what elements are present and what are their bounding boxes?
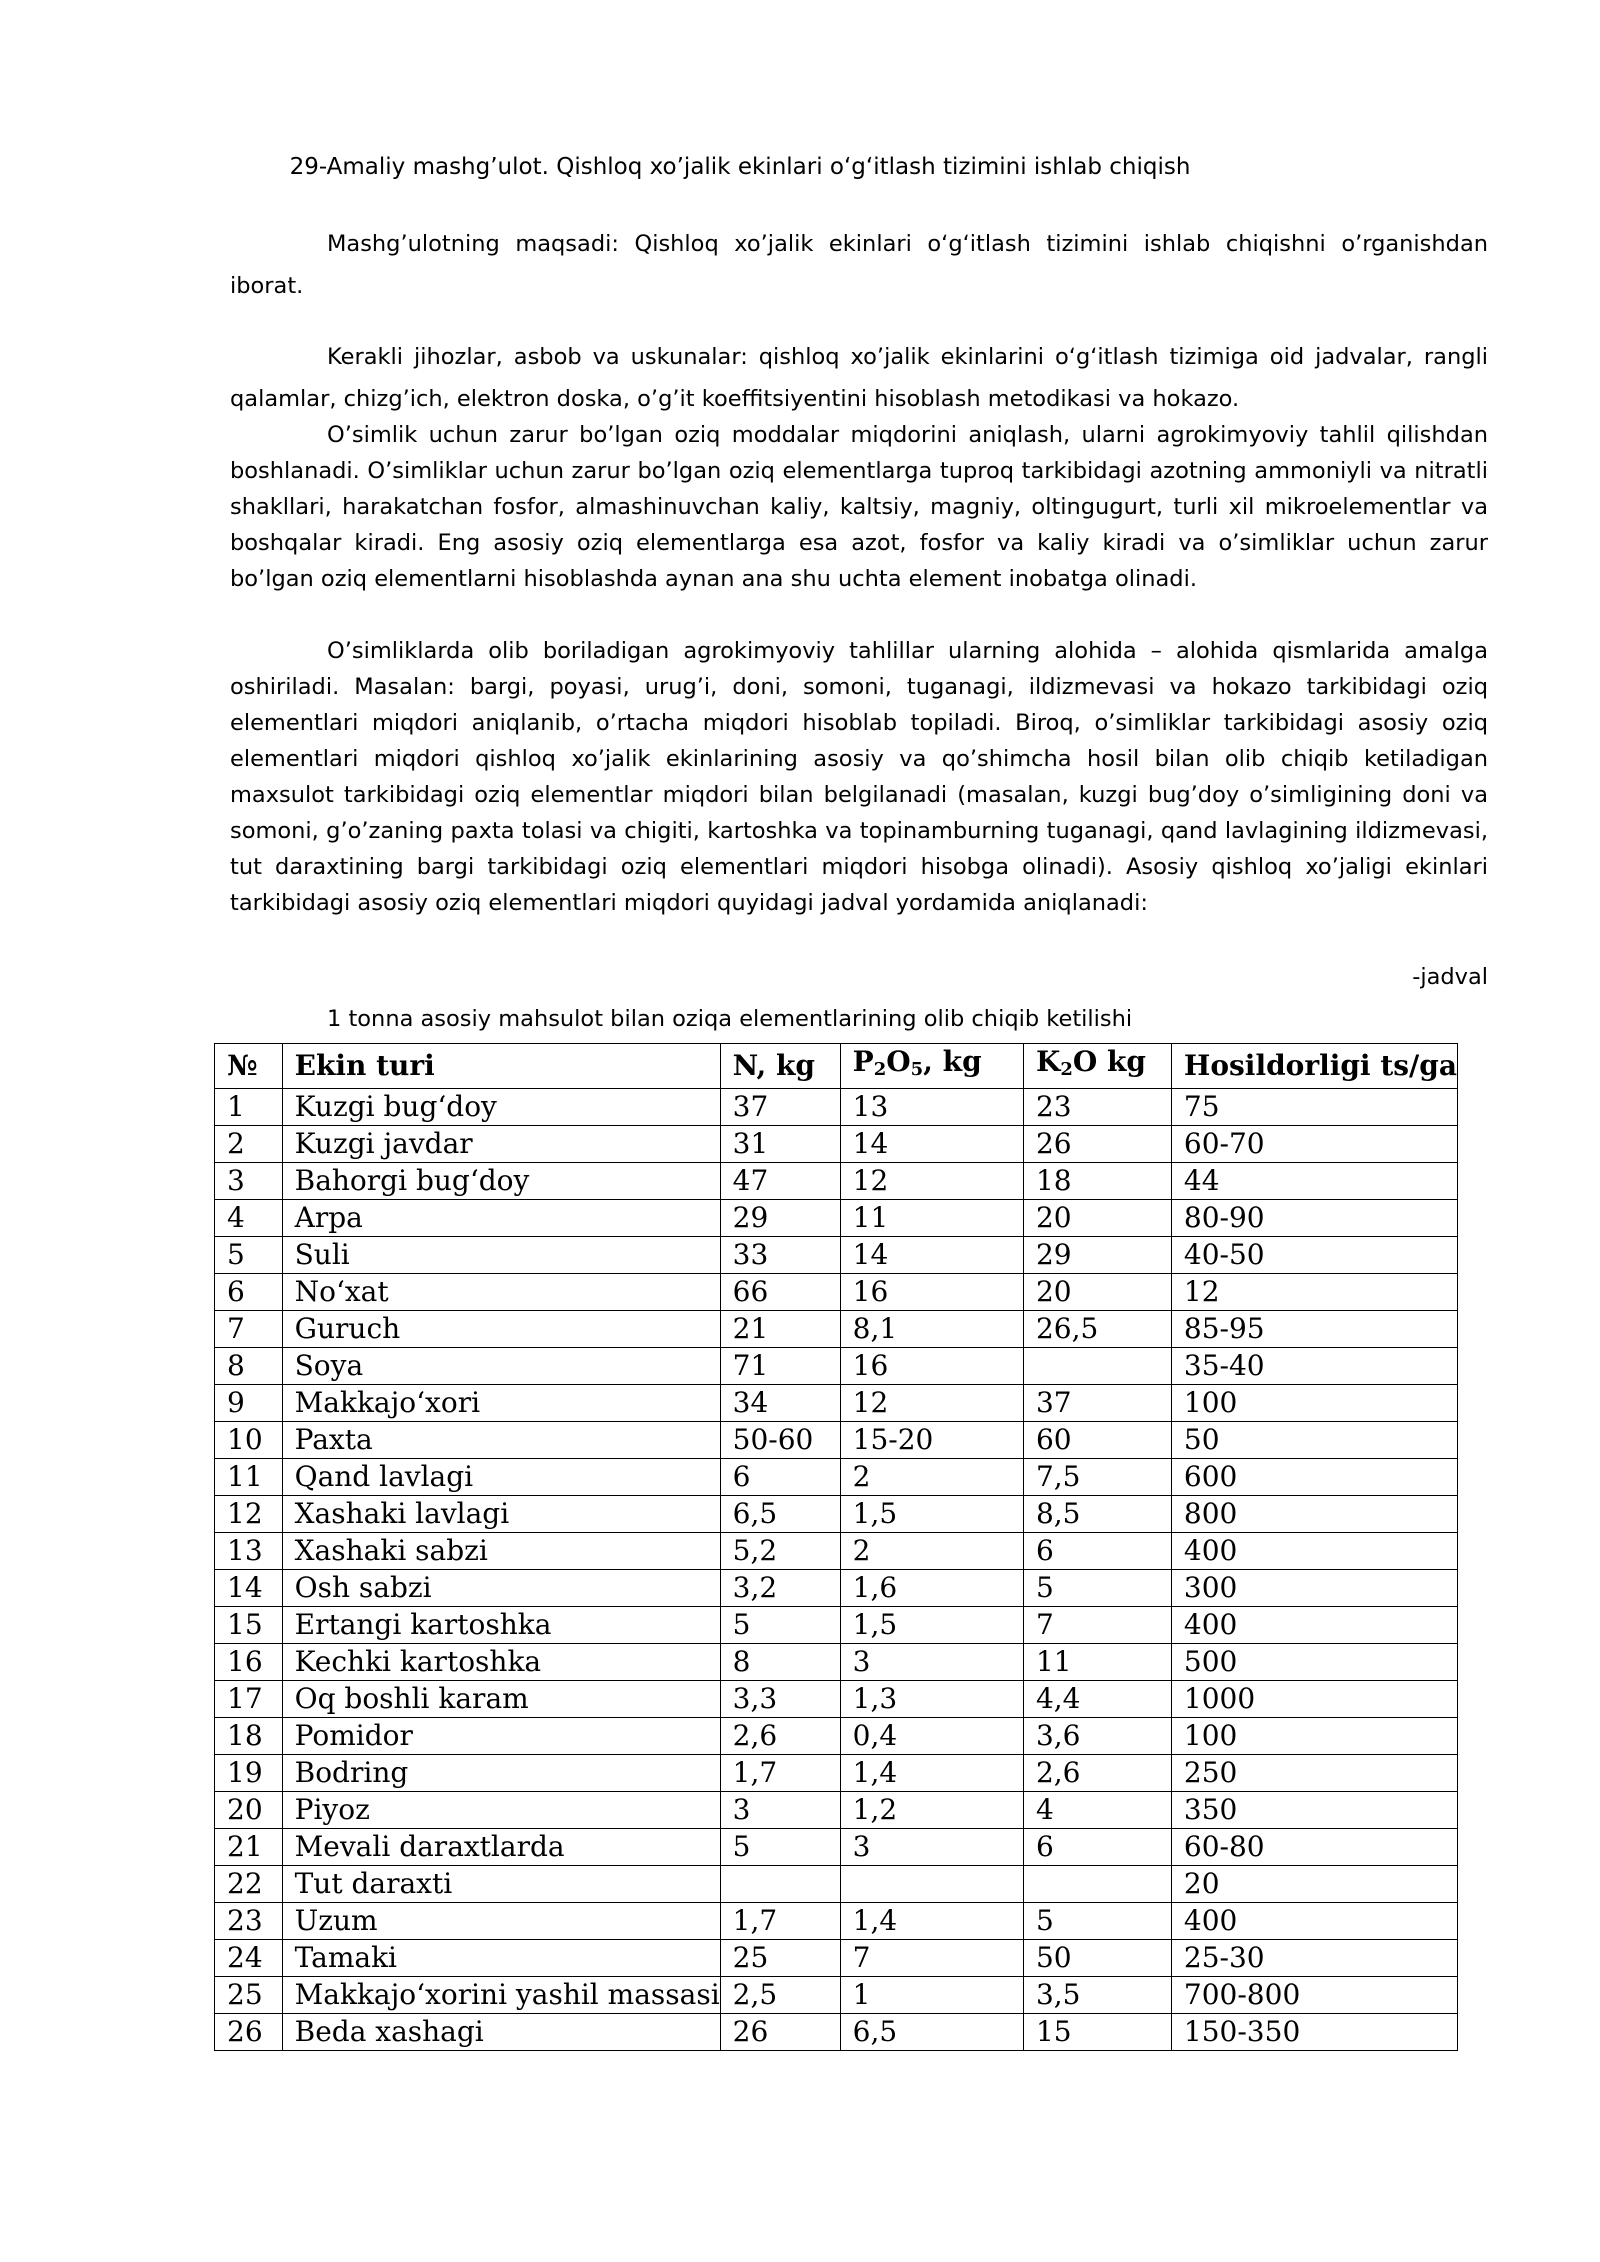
cell-number: 10 [215,1422,283,1459]
cell-nitrogen: 6 [720,1459,840,1496]
cell-potassium: 20 [1023,1200,1171,1237]
cell-phosphorus: 1,4 [840,1903,1023,1940]
cell-potassium [1023,1866,1171,1903]
table-row [215,1903,1458,1940]
cell-crop: Ertangi kartoshka [282,1607,720,1644]
table-row [215,1607,1458,1644]
cell-nitrogen: 34 [720,1385,840,1422]
cell-crop: Bahorgi bugʻdoy [282,1163,720,1200]
cell-number: 9 [215,1385,283,1422]
table-row [215,1977,1458,2014]
cell-number: 24 [215,1940,283,1977]
cell-nitrogen: 47 [720,1163,840,1200]
cell-nitrogen: 8 [720,1644,840,1681]
table-row [215,1385,1458,1422]
cell-crop: Bodring [282,1755,720,1792]
cell-crop: Xashaki lavlagi [282,1496,720,1533]
header-crop: Ekin turi [282,1044,720,1089]
cell-nitrogen: 3 [720,1792,840,1829]
table-row [215,1792,1458,1829]
cell-nitrogen: 21 [720,1311,840,1348]
paragraph-equipment: Kerakli jihozlar, asbob va uskunalar: qishloq xo’jalik ekinlarini oʻgʻitlash tizimiga oid jadvalar, rangli qalamlar, chizg’ich, elektron doska, o’g’it koeffitsiyentini hisoblash metodikasi va hokazo. [230,344,1488,412]
cell-number: 18 [215,1718,283,1755]
cell-phosphorus [840,1866,1023,1903]
cell-yield: 12 [1171,1274,1457,1311]
cell-crop: Uzum [282,1903,720,1940]
cell-nitrogen: 5,2 [720,1533,840,1570]
cell-number: 15 [215,1607,283,1644]
cell-potassium: 5 [1023,1570,1171,1607]
cell-nitrogen: 33 [720,1237,840,1274]
table-header-row [215,1044,1458,1089]
cell-crop: Osh sabzi [282,1570,720,1607]
cell-nitrogen: 37 [720,1089,840,1126]
cell-crop: Guruch [282,1311,720,1348]
table-row [215,1755,1458,1792]
cell-potassium [1023,1348,1171,1385]
cell-potassium: 20 [1023,1274,1171,1311]
cell-phosphorus: 14 [840,1237,1023,1274]
table-row [215,1459,1458,1496]
table-row [215,1940,1458,1977]
cell-yield: 1000 [1171,1681,1457,1718]
cell-crop: Kechki kartoshka [282,1644,720,1681]
cell-yield: 250 [1171,1755,1457,1792]
table-row [215,1311,1458,1348]
cell-phosphorus: 7 [840,1940,1023,1977]
cell-yield: 44 [1171,1163,1457,1200]
cell-yield: 75 [1171,1089,1457,1126]
table-number-note: -jadval [1412,964,1488,990]
table-row [215,1200,1458,1237]
cell-number: 7 [215,1311,283,1348]
cell-number: 12 [215,1496,283,1533]
table-caption: 1 tonna asosiy mahsulot bilan oziqa elementlarining olib chiqib ketilishi [327,1006,1133,1032]
cell-number: 5 [215,1237,283,1274]
cell-yield: 100 [1171,1718,1457,1755]
cell-crop: Beda xashagi [282,2014,720,2051]
cell-phosphorus: 1 [840,1977,1023,2014]
cell-phosphorus: 15-20 [840,1422,1023,1459]
cell-nitrogen: 5 [720,1607,840,1644]
table-row [215,1570,1458,1607]
cell-potassium: 3,6 [1023,1718,1171,1755]
table-row [215,1163,1458,1200]
table-row [215,1866,1458,1903]
cell-crop: Suli [282,1237,720,1274]
table-body [215,1089,1458,2051]
cell-nitrogen: 2,5 [720,1977,840,2014]
table-row [215,1126,1458,1163]
cell-crop: Makkajoʻxori [282,1385,720,1422]
cell-nitrogen: 6,5 [720,1496,840,1533]
cell-number: 8 [215,1348,283,1385]
cell-phosphorus: 0,4 [840,1718,1023,1755]
table-row [215,1681,1458,1718]
cell-phosphorus: 11 [840,1200,1023,1237]
cell-yield: 20 [1171,1866,1457,1903]
cell-crop: Arpa [282,1200,720,1237]
cell-yield: 300 [1171,1570,1457,1607]
cell-number: 1 [215,1089,283,1126]
cell-phosphorus: 1,3 [840,1681,1023,1718]
cell-number: 14 [215,1570,283,1607]
header-phosphorus: $P_2O_5$, kg [840,1044,1023,1089]
table-row [215,1496,1458,1533]
cell-nitrogen [720,1866,840,1903]
cell-yield: 100 [1171,1385,1457,1422]
table-row [215,1718,1458,1755]
cell-yield: 150-350 [1171,2014,1457,2051]
cell-yield: 35-40 [1171,1348,1457,1385]
cell-yield: 400 [1171,1903,1457,1940]
cell-crop: Noʻxat [282,1274,720,1311]
cell-yield: 800 [1171,1496,1457,1533]
cell-yield: 40-50 [1171,1237,1457,1274]
cell-nitrogen: 50-60 [720,1422,840,1459]
table-row [215,1829,1458,1866]
paragraph-analysis: O’simliklarda olib boriladigan agrokimyoviy tahlillar ularning alohida – alohida qismlarida amalga oshiriladi. Masalan: bargi, poyasi, urug’i, doni, somoni, tuganagi, ildizmevasi va hokazo tarkibidagi oziq elementlari miqdori aniqlanib, o’rtacha miqdori hisoblab topiladi. Biroq, o’simliklar tarkibidagi asosiy oziq elementlari miqdori qishloq xo’jalik ekinlarining asosiy va qo’shimcha hosil bilan olib chiqib ketiladigan maxsulot tarkibidagi oziq elementlar miqdori bilan belgilanadi (masalan, kuzgi bug’doy o’simligining doni va somoni, g’o’zaning paxta tolasi va chigiti, kartoshka va topinamburning tuganagi, qand lavlagining ildizmevasi, tut daraxtining bargi tarkibidagi oziq elementlari miqdori hisobga olinadi). Asosiy qishloq xo’jaligi ekinlari tarkibidagi asosiy oziq elementlari miqdori quyidagi jadval yordamida aniqlanadi: [230,638,1488,916]
cell-nitrogen: 26 [720,2014,840,2051]
header-nitrogen: N, kg [720,1044,840,1089]
cell-crop: Paxta [282,1422,720,1459]
cell-number: 3 [215,1163,283,1200]
cell-phosphorus: 12 [840,1163,1023,1200]
cell-phosphorus: 8,1 [840,1311,1023,1348]
cell-yield: 500 [1171,1644,1457,1681]
cell-number: 25 [215,1977,283,2014]
cell-phosphorus: 16 [840,1348,1023,1385]
cell-potassium: 7 [1023,1607,1171,1644]
cell-nitrogen: 66 [720,1274,840,1311]
cell-yield: 60-80 [1171,1829,1457,1866]
cell-number: 13 [215,1533,283,1570]
cell-yield: 60-70 [1171,1126,1457,1163]
table-row [215,1348,1458,1385]
cell-yield: 85-95 [1171,1311,1457,1348]
table-row [215,1533,1458,1570]
cell-potassium: 60 [1023,1422,1171,1459]
cell-potassium: 50 [1023,1940,1171,1977]
cell-crop: Kuzgi bugʻdoy [282,1089,720,1126]
cell-crop: Oq boshli karam [282,1681,720,1718]
cell-number: 16 [215,1644,283,1681]
table-row [215,1644,1458,1681]
cell-nitrogen: 31 [720,1126,840,1163]
cell-phosphorus: 1,2 [840,1792,1023,1829]
header-number: № [215,1044,283,1089]
cell-nitrogen: 3,2 [720,1570,840,1607]
cell-potassium: 3,5 [1023,1977,1171,2014]
cell-phosphorus: 1,4 [840,1755,1023,1792]
cell-potassium: 4,4 [1023,1681,1171,1718]
cell-number: 26 [215,2014,283,2051]
cell-potassium: 11 [1023,1644,1171,1681]
cell-phosphorus: 1,6 [840,1570,1023,1607]
cell-yield: 50 [1171,1422,1457,1459]
cell-yield: 400 [1171,1533,1457,1570]
cell-nitrogen: 25 [720,1940,840,1977]
cell-nitrogen: 1,7 [720,1755,840,1792]
cell-phosphorus: 16 [840,1274,1023,1311]
cell-potassium: 5 [1023,1903,1171,1940]
cell-crop: Makkajoʻxorini yashil massasi [282,1977,720,2014]
table-row [215,1237,1458,1274]
cell-crop: Kuzgi javdar [282,1126,720,1163]
cell-potassium: 7,5 [1023,1459,1171,1496]
cell-nitrogen: 5 [720,1829,840,1866]
cell-phosphorus: 6,5 [840,2014,1023,2051]
cell-number: 17 [215,1681,283,1718]
cell-phosphorus: 3 [840,1829,1023,1866]
cell-potassium: 2,6 [1023,1755,1171,1792]
cell-number: 21 [215,1829,283,1866]
cell-yield: 600 [1171,1459,1457,1496]
cell-yield: 25-30 [1171,1940,1457,1977]
cell-potassium: 15 [1023,2014,1171,2051]
cell-potassium: 8,5 [1023,1496,1171,1533]
cell-number: 11 [215,1459,283,1496]
paragraph-nutrients: O’simlik uchun zarur bo’lgan oziq moddalar miqdorini aniqlash, ularni agrokimyoviy tahlil qilishdan boshlanadi. O’simliklar uchun zarur bo’lgan oziq elementlarga tuproq tarkibidagi azotning ammoniyli va nitratli shakllari, harakatchan fosfor, almashinuvchan kaliy, kaltsiy, magniy, oltingugurt, turli xil mikroelementlar va boshqalar kiradi. Eng asosiy oziq elementlarga esa azot, fosfor va kaliy kiradi va o’simliklar uchun zarur bo’lgan oziq elementlarni hisoblashda aynan ana shu uchta element inobatga olinadi. [230,422,1488,592]
cell-potassium: 4 [1023,1792,1171,1829]
table-row [215,2014,1458,2051]
cell-phosphorus: 14 [840,1126,1023,1163]
cell-potassium: 6 [1023,1533,1171,1570]
cell-phosphorus: 2 [840,1459,1023,1496]
cell-phosphorus: 13 [840,1089,1023,1126]
cell-nitrogen: 71 [720,1348,840,1385]
cell-crop: Soya [282,1348,720,1385]
cell-potassium: 23 [1023,1089,1171,1126]
cell-number: 19 [215,1755,283,1792]
cell-crop: Xashaki sabzi [282,1533,720,1570]
cell-crop: Piyoz [282,1792,720,1829]
paragraph-goal: Mashg’ulotning maqsadi: Qishloq xo’jalik ekinlari oʻgʻitlash tizimini ishlab chiqishni o’rganishdan iborat. [230,231,1488,299]
cell-yield: 350 [1171,1792,1457,1829]
document-title: 29-Amaliy mashg’ulot. Qishloq xo’jalik ekinlari oʻgʻitlash tizimini ishlab chiqish [289,154,1191,180]
cell-potassium: 6 [1023,1829,1171,1866]
cell-crop: Mevali daraxtlarda [282,1829,720,1866]
cell-nitrogen: 3,3 [720,1681,840,1718]
cell-potassium: 18 [1023,1163,1171,1200]
table-row [215,1089,1458,1126]
cell-crop: Tamaki [282,1940,720,1977]
cell-potassium: 37 [1023,1385,1171,1422]
cell-phosphorus: 12 [840,1385,1023,1422]
cell-yield: 80-90 [1171,1200,1457,1237]
cell-yield: 400 [1171,1607,1457,1644]
cell-nitrogen: 29 [720,1200,840,1237]
cell-number: 22 [215,1866,283,1903]
cell-nitrogen: 2,6 [720,1718,840,1755]
cell-number: 2 [215,1126,283,1163]
cell-number: 4 [215,1200,283,1237]
table-row [215,1422,1458,1459]
cell-number: 20 [215,1792,283,1829]
nutrient-removal-table [214,1043,1458,2051]
cell-number: 6 [215,1274,283,1311]
header-yield: Hosildorligi ts/ga [1171,1044,1457,1089]
cell-crop: Pomidor [282,1718,720,1755]
cell-number: 23 [215,1903,283,1940]
cell-potassium: 26,5 [1023,1311,1171,1348]
cell-nitrogen: 1,7 [720,1903,840,1940]
cell-crop: Qand lavlagi [282,1459,720,1496]
cell-potassium: 26 [1023,1126,1171,1163]
table-row [215,1274,1458,1311]
cell-potassium: 29 [1023,1237,1171,1274]
header-potassium: $K_2O$ kg [1023,1044,1171,1089]
cell-phosphorus: 2 [840,1533,1023,1570]
cell-phosphorus: 1,5 [840,1607,1023,1644]
cell-crop: Tut daraxti [282,1866,720,1903]
cell-phosphorus: 1,5 [840,1496,1023,1533]
cell-phosphorus: 3 [840,1644,1023,1681]
cell-yield: 700-800 [1171,1977,1457,2014]
